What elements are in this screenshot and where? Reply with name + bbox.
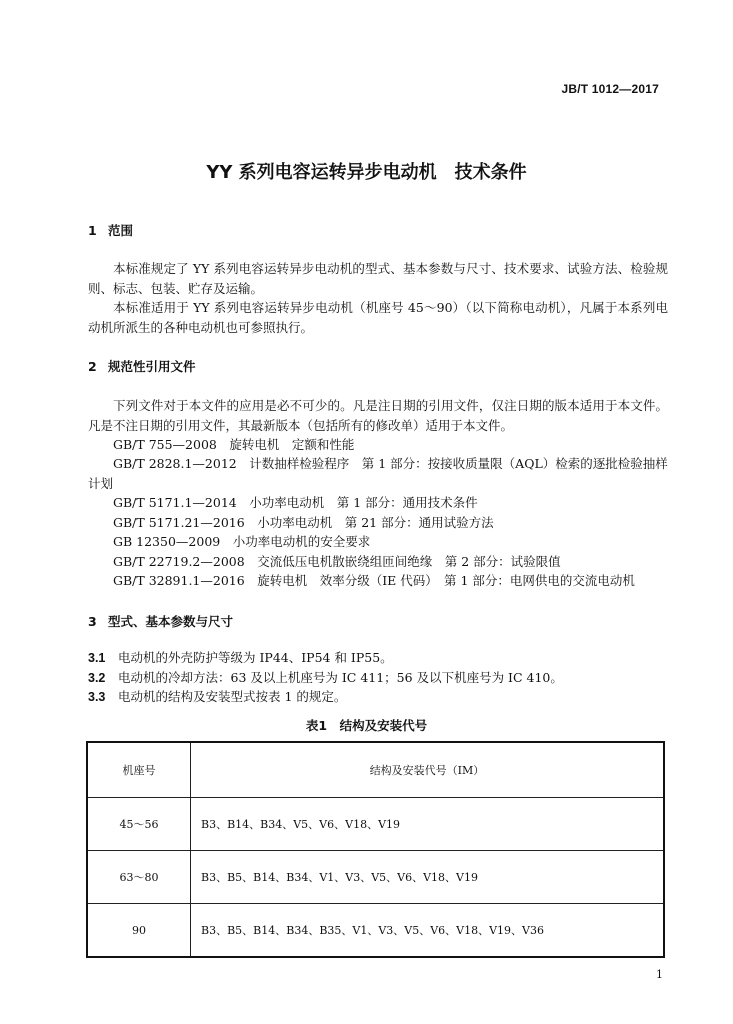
page-number: 1 <box>656 968 663 981</box>
ref-item <box>113 513 668 533</box>
clause-text: 电动机的结构及安装型式按表 1 的规定。 <box>118 689 347 704</box>
ref-title: 计数抽样检验程序 第 1 部分：按接收质量限（AQL）检索的逐批检验抽样 <box>249 456 668 471</box>
ref-item <box>113 435 668 455</box>
cell-mounting-code: B3、B5、B14、B34、B35、V1、V3、V5、V6、V18、V19、V36 <box>191 904 665 958</box>
section2-title: 规范性引用文件 <box>108 359 196 374</box>
clause-text: 电动机的冷却方法：63 及以上机座号为 IC 411；56 及以下机座号为 IC 410。 <box>118 670 563 685</box>
section1-number: 1 <box>88 223 97 238</box>
table-header-row <box>87 742 664 798</box>
table-caption: 表1 结构及安装代号 <box>305 718 428 733</box>
ref-continuation: 计划 <box>88 476 114 491</box>
title-part2: 技术条件 <box>454 162 527 183</box>
ref-code: GB/T 5171.1—2014 <box>113 495 237 510</box>
clause-number: 3.1 <box>88 651 106 665</box>
ref-code: GB/T 755—2008 <box>113 437 217 452</box>
section2-heading <box>88 357 196 375</box>
section1-title: 范围 <box>108 223 134 238</box>
header-frame-number: 机座号 <box>87 742 191 798</box>
section1-para2: 本标准适用于 YY 系列电容运转异步电动机（机座号 45～90）（以下简称电动机），凡属于本系列电动机所派生的各种电动机也可参照执行。 <box>88 300 668 335</box>
clause-item <box>88 687 346 705</box>
ref-code: GB/T 5171.21—2016 <box>113 515 245 530</box>
ref-title: 旋转电机 定额和性能 <box>229 437 355 452</box>
section3-number: 3 <box>88 614 97 629</box>
section1-para1: 本标准规定了 YY 系列电容运转异步电动机的型式、基本参数与尺寸、技术要求、试验方法、检验规则、标志、包装、贮存及运输。 <box>88 261 668 296</box>
ref-code: GB/T 2828.1—2012 <box>113 456 237 471</box>
mounting-code-table <box>86 741 665 958</box>
header-mounting-code: 结构及安装代号（IM） <box>191 742 665 798</box>
ref-title: 小功率电动机 第 1 部分：通用技术条件 <box>249 495 478 510</box>
ref-item <box>113 454 668 474</box>
ref-title: 交流低压电机散嵌绕组匝间绝缘 第 2 部分：试验限值 <box>257 554 561 569</box>
cell-mounting-code: B3、B14、B34、V5、V6、V18、V19 <box>191 798 665 851</box>
clause-number: 3.2 <box>88 671 106 685</box>
table-row <box>87 798 664 851</box>
section2-intro: 下列文件对于本文件的应用是必不可少的。凡是注日期的引用文件，仅注日期的版本适用于本文件。凡是不注日期的引用文件，其最新版本（包括所有的修改单）适用于本文件。 <box>88 398 668 433</box>
document-title <box>0 158 733 184</box>
clause-text: 电动机的外壳防护等级为 IP44、IP54 和 IP55。 <box>118 650 393 665</box>
section1-heading <box>88 221 133 239</box>
ref-title: 小功率电动机 第 21 部分：通用试验方法 <box>257 515 494 530</box>
clause-number: 3.3 <box>88 690 106 704</box>
ref-code: GB/T 22719.2—2008 <box>113 554 245 569</box>
ref-title: 旋转电机 效率分级（IE 代码） 第 1 部分：电网供电的交流电动机 <box>257 573 635 588</box>
cell-frame-number: 63～80 <box>87 851 191 904</box>
section3-title: 型式、基本参数与尺寸 <box>108 614 234 629</box>
clause-item <box>88 648 393 666</box>
clause-item <box>88 668 563 686</box>
cell-mounting-code: B3、B5、B14、B34、V1、V3、V5、V6、V18、V19 <box>191 851 665 904</box>
ref-item <box>113 532 668 552</box>
cell-frame-number: 45～56 <box>87 798 191 851</box>
ref-item <box>113 552 668 572</box>
standard-code: JB/T 1012—2017 <box>561 82 659 96</box>
table-row <box>87 851 664 904</box>
section3-heading <box>88 612 233 630</box>
ref-code: GB 12350—2009 <box>113 534 221 549</box>
ref-item <box>113 493 668 513</box>
ref-code: GB/T 32891.1—2016 <box>113 573 245 588</box>
title-part1: YY 系列电容运转异步电动机 <box>206 162 437 183</box>
table-row <box>87 904 664 958</box>
ref-item <box>113 571 668 591</box>
section2-number: 2 <box>88 359 97 374</box>
cell-frame-number: 90 <box>87 904 191 958</box>
ref-title: 小功率电动机的安全要求 <box>232 534 371 549</box>
